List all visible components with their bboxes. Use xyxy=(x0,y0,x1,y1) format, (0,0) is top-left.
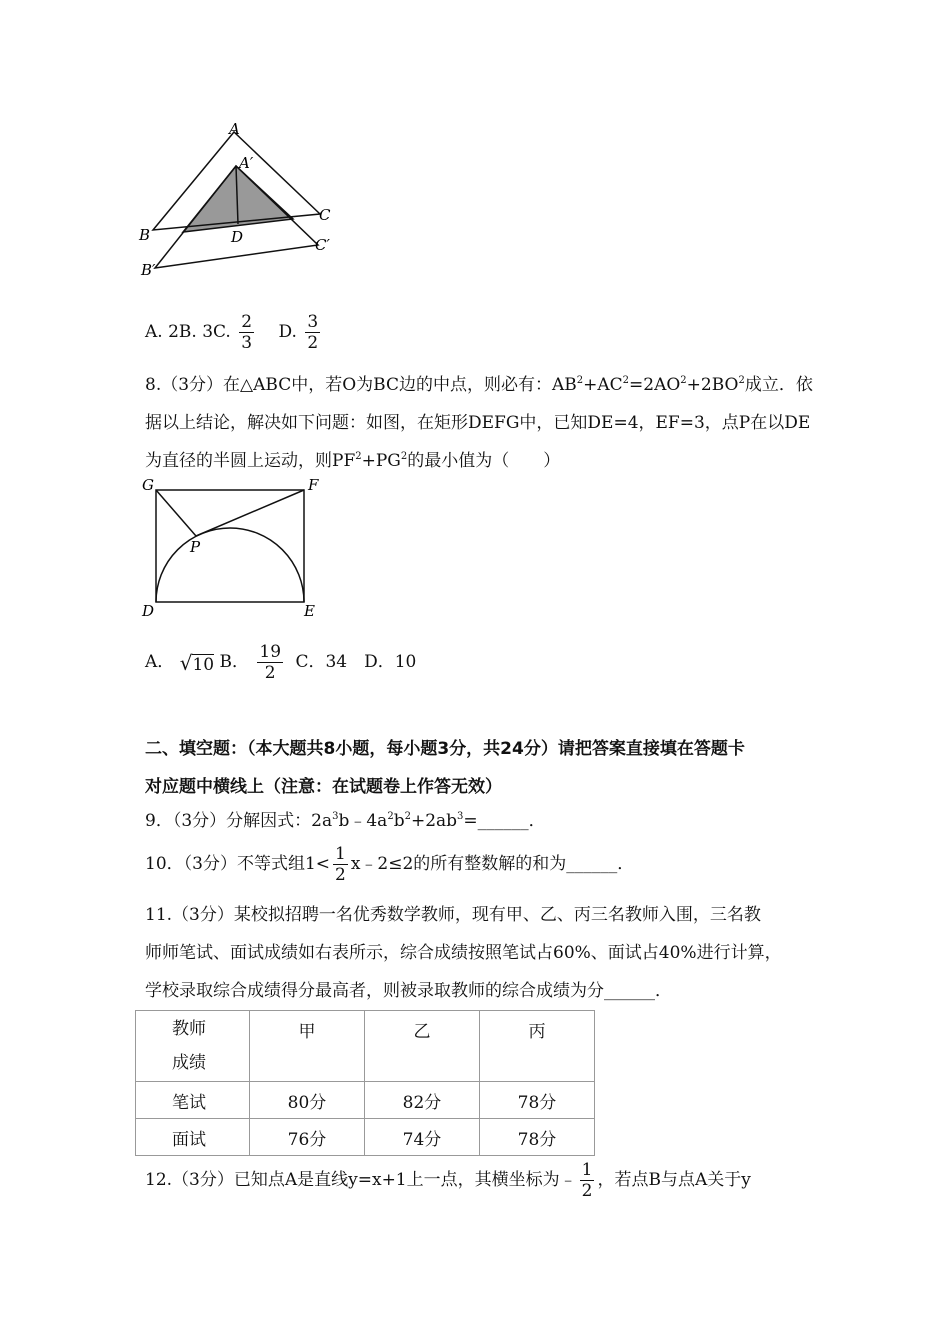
rectangle-defg xyxy=(156,490,304,602)
table-row xyxy=(136,1082,595,1119)
label-g: G xyxy=(142,476,154,494)
label-a-prime: A′ xyxy=(239,154,254,172)
label-d2: D xyxy=(142,602,155,620)
q7-opt-d: D. xyxy=(278,322,297,342)
label-b-prime: B′ xyxy=(141,261,156,279)
table-row xyxy=(136,1119,595,1156)
label-e: E xyxy=(304,602,315,620)
table-cell: 78分 xyxy=(480,1119,595,1156)
q12-frac: $\frac{1}{2}$ xyxy=(581,1160,593,1201)
label-b: B xyxy=(139,226,151,244)
q10-frac: $\frac{1}{2}$ xyxy=(335,844,346,885)
q8-line3: 为直径的半圆上运动，则$PF^2+PG^2$的最小值为（ ） xyxy=(145,451,561,471)
q8-frac-b: $\frac{19}{2}$ xyxy=(259,642,282,683)
triangle-figure xyxy=(135,118,345,283)
table-cell: 80分 xyxy=(250,1082,365,1119)
table-cell: 76分 xyxy=(250,1119,365,1156)
section2-line1: 二、填空题：（本大题共8小题，每小题3分，共24分）请把答案直接填在答题卡 xyxy=(145,739,745,759)
q8-options: A． √10 B． $\frac{19}{2}$ C．34 D．10 xyxy=(145,642,417,683)
table-cell: 82分 xyxy=(365,1082,480,1119)
table-header-row xyxy=(136,1011,595,1082)
label-a: A xyxy=(229,120,240,138)
label-c-prime: C′ xyxy=(315,236,330,254)
q11-line1: 11.（3分）某校拟招聘一名优秀数学教师，现有甲、乙、丙三名教师入围，三名教 xyxy=(145,905,761,925)
segment-pf xyxy=(196,490,304,536)
table-cell: 74分 xyxy=(365,1119,480,1156)
q10: 10．（3分）不等式组1< $\frac{1}{2}$ x﹣2≤2的所有整数解的和为______． xyxy=(145,844,635,885)
table-cell: 78分 xyxy=(480,1082,595,1119)
row-label: 笔试 xyxy=(136,1082,250,1119)
score-table xyxy=(135,1010,595,1156)
q11-line2: 师师笔试、面试成绩如右表所示，综合成绩按照笔试占60%、面试占40%进行计算， xyxy=(145,943,782,963)
segment-gp xyxy=(156,490,196,536)
q7-options-text: A. 2B. 3C. xyxy=(145,322,231,342)
q12: 12.（3分）已知点A是直线y=x+1上一点，其横坐标为﹣ $\frac{1}{2}$ ，若点B与点A关于y xyxy=(145,1160,751,1201)
label-d: D xyxy=(231,228,244,246)
q7-frac-d: $\frac{3}{2}$ xyxy=(307,312,319,353)
q7-options xyxy=(145,312,323,353)
header-cell: 教师 成绩 xyxy=(136,1011,250,1082)
sqrt-10: √10 xyxy=(179,650,215,675)
semicircle xyxy=(156,528,304,602)
row-label: 面试 xyxy=(136,1119,250,1156)
col-header: 甲 xyxy=(250,1011,365,1082)
col-header: 乙 xyxy=(365,1011,480,1082)
q8-line1: 8.（3分）在△ABC中，若O为BC边的中点，则必有：$AB^2+AC^2=2AO^2+2BO^2$成立．依 xyxy=(145,375,813,395)
q9: 9．（3分）分解因式：$2a^3b﹣4a^2b^2+2ab^3=\_\_\_\_\_\_$． xyxy=(145,811,546,831)
q11-line3: 学校录取综合成绩得分最高者，则被录取教师的综合成绩为分______． xyxy=(145,981,672,1001)
label-c: C xyxy=(319,206,331,224)
label-f: F xyxy=(308,476,319,494)
q8-line2: 据以上结论，解决如下问题：如图，在矩形DEFG中，已知DE=4，EF=3，点P在以DE xyxy=(145,413,811,433)
rectangle-semicircle-figure xyxy=(138,474,328,622)
section2-line2: 对应题中横线上（注意：在试题卷上作答无效） xyxy=(145,777,502,797)
label-p: P xyxy=(190,538,201,556)
q7-frac-c: $\frac{2}{3}$ xyxy=(241,312,253,353)
col-header: 丙 xyxy=(480,1011,595,1082)
